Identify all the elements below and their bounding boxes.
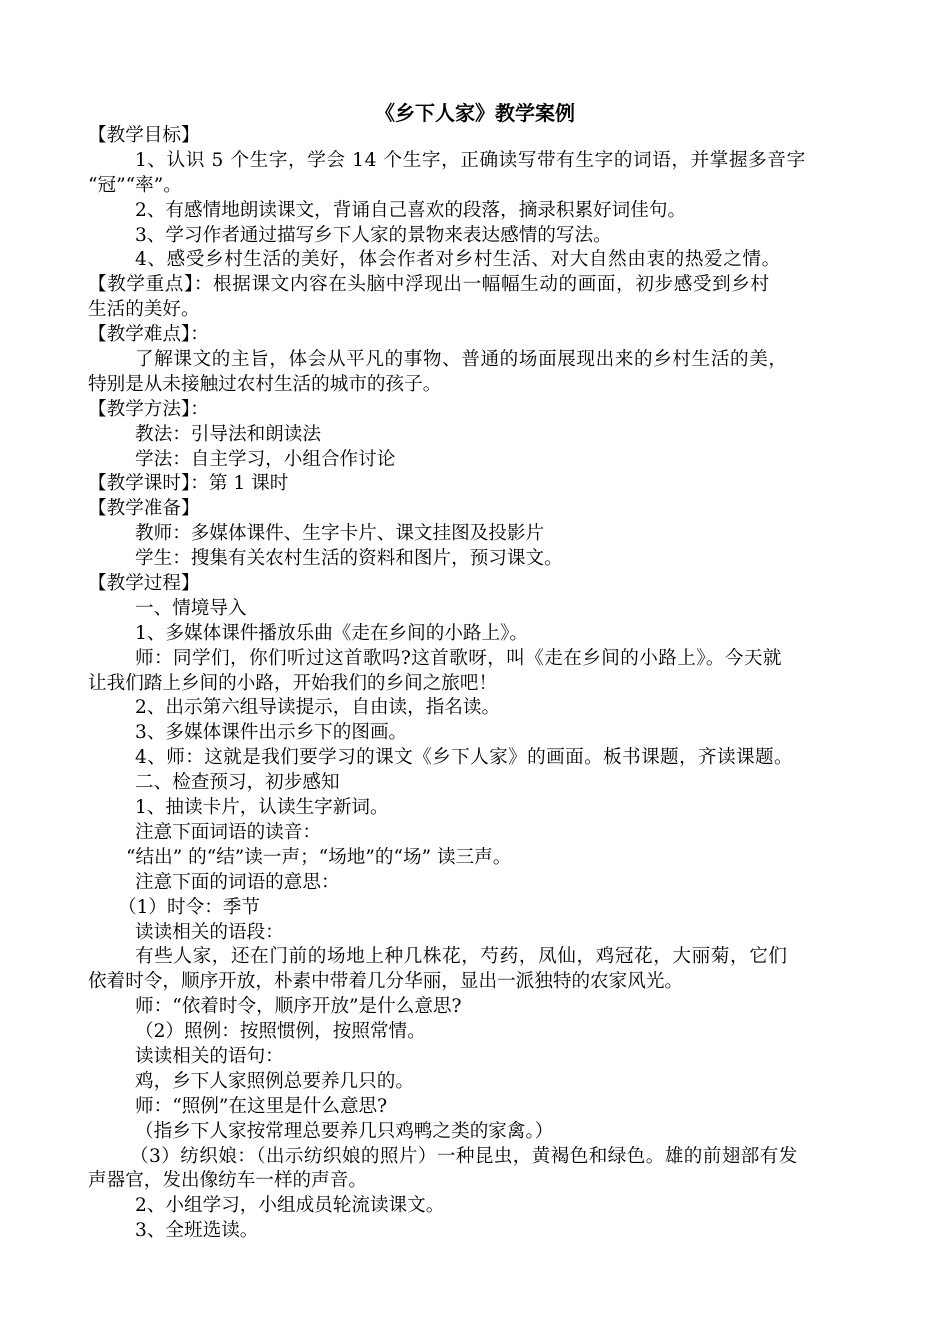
paragraph-line: 教法：引导法和朗读法 (135, 423, 321, 445)
section-heading-objectives: 【教学目标】 (88, 125, 200, 146)
paragraph-line: 特别是从未接触过农村生活的城市的孩子。 (88, 373, 442, 395)
section-heading-preparation: 【教学准备】 (88, 498, 200, 520)
section-heading-periods: 【教学课时】：第 1 课时 (88, 473, 289, 495)
paragraph-line: 3、学习作者通过描写乡下人家的景物来表达感情的写法。 (135, 224, 612, 246)
paragraph-line: 声器官，发出像纺车一样的声音。 (88, 1170, 367, 1192)
paragraph-line: 有些人家，还在门前的场地上种几株花，芍药，凤仙，鸡冠花，大丽菊，它们 (135, 946, 788, 968)
paragraph-line: “结出” 的“结”读一声；“场地”的“场” 读三声。 (126, 846, 512, 868)
paragraph-line: 师：“依着时令，顺序开放”是什么意思? (135, 996, 462, 1018)
paragraph-line: 2、出示第六组导读提示，自由读，指名读。 (135, 697, 501, 719)
paragraph-line: 4、感受乡村生活的美好，体会作者对乡村生活、对大自然由衷的热爱之情。 (135, 249, 781, 271)
paragraph-line: （1）时令：季节 (118, 896, 260, 918)
section-heading-key-points: 【教学重点】：根据课文内容在头脑中浮现出一幅幅生动的画面，初步感受到乡村 (88, 274, 770, 296)
section-heading-process: 【教学过程】 (88, 573, 200, 595)
paragraph-line: 依着时令，顺序开放，朴素中带着几分华丽，显出一派独特的农家风光。 (88, 971, 684, 993)
paragraph-line: 4、师：这就是我们要学习的课文《乡下人家》的画面。板书课题，齐读课题。 (135, 747, 794, 769)
paragraph-line: 鸡，乡下人家照例总要养几只的。 (135, 1070, 414, 1092)
paragraph-line: 注意下面词语的读音： (135, 821, 321, 843)
paragraph-line: 教师：多媒体课件、生字卡片、课文挂图及投影片 (135, 523, 545, 545)
paragraph-line: 3、全班选读。 (135, 1220, 259, 1242)
paragraph-line: （3）纺织娘：（出示纺织娘的照片）一种昆虫，黄褐色和绿色。雄的前翅部有发 (130, 1145, 798, 1167)
paragraph-line: 2、有感情地朗读课文，背诵自己喜欢的段落，摘录积累好词佳句。 (135, 199, 687, 221)
paragraph-line: 了解课文的主旨，体会从平凡的事物、普通的场面展现出来的乡村生活的美， (135, 349, 788, 371)
paragraph-line: 师：同学们，你们听过这首歌吗?这首歌呀，叫《走在乡间的小路上》。今天就 (135, 647, 782, 669)
paragraph-line: 学生：搜集有关农村生活的资料和图片，预习课文。 (135, 548, 563, 570)
paragraph-line: （2）照例：按照惯例，按照常情。 (135, 1021, 426, 1043)
paragraph-line: （指乡下人家按常理总要养几只鸡鸭之类的家禽。） (135, 1120, 554, 1142)
paragraph-line: 读读相关的语段： (135, 921, 284, 943)
paragraph-line: 学法：自主学习，小组合作讨论 (135, 448, 396, 470)
paragraph-line: 生活的美好。 (88, 299, 200, 321)
paragraph-line: 1、多媒体课件播放乐曲《走在乡间的小路上》。 (135, 622, 528, 644)
paragraph-line: 读读相关的语句： (135, 1045, 284, 1067)
paragraph-line: 一、情境导入 (135, 597, 247, 619)
paragraph-line: 二、检查预习，初步感知 (135, 772, 340, 794)
document-body (88, 124, 863, 1244)
section-heading-difficulties: 【教学难点】： (88, 324, 209, 346)
paragraph-line: “冠”“率”。 (88, 174, 182, 196)
paragraph-line: 注意下面的词语的意思： (135, 871, 340, 893)
section-heading-methods: 【教学方法】： (88, 398, 209, 420)
paragraph-line: 3、多媒体课件出示乡下的图画。 (135, 722, 408, 744)
paragraph-line: 2、小组学习，小组成员轮流读课文。 (135, 1195, 445, 1217)
paragraph-line: 师：“照例”在这里是什么意思? (135, 1095, 388, 1117)
paragraph-line: 1、认识 5 个生字，学会 14 个生字，正确读写带有生字的词语，并掌握多音字 (135, 149, 806, 171)
paragraph-line: 让我们踏上乡间的小路，开始我们的乡间之旅吧！ (88, 672, 498, 694)
paragraph-line: 1、抽读卡片，认读生字新词。 (135, 797, 389, 819)
document-title: 《乡下人家》教学案例 (375, 101, 575, 125)
